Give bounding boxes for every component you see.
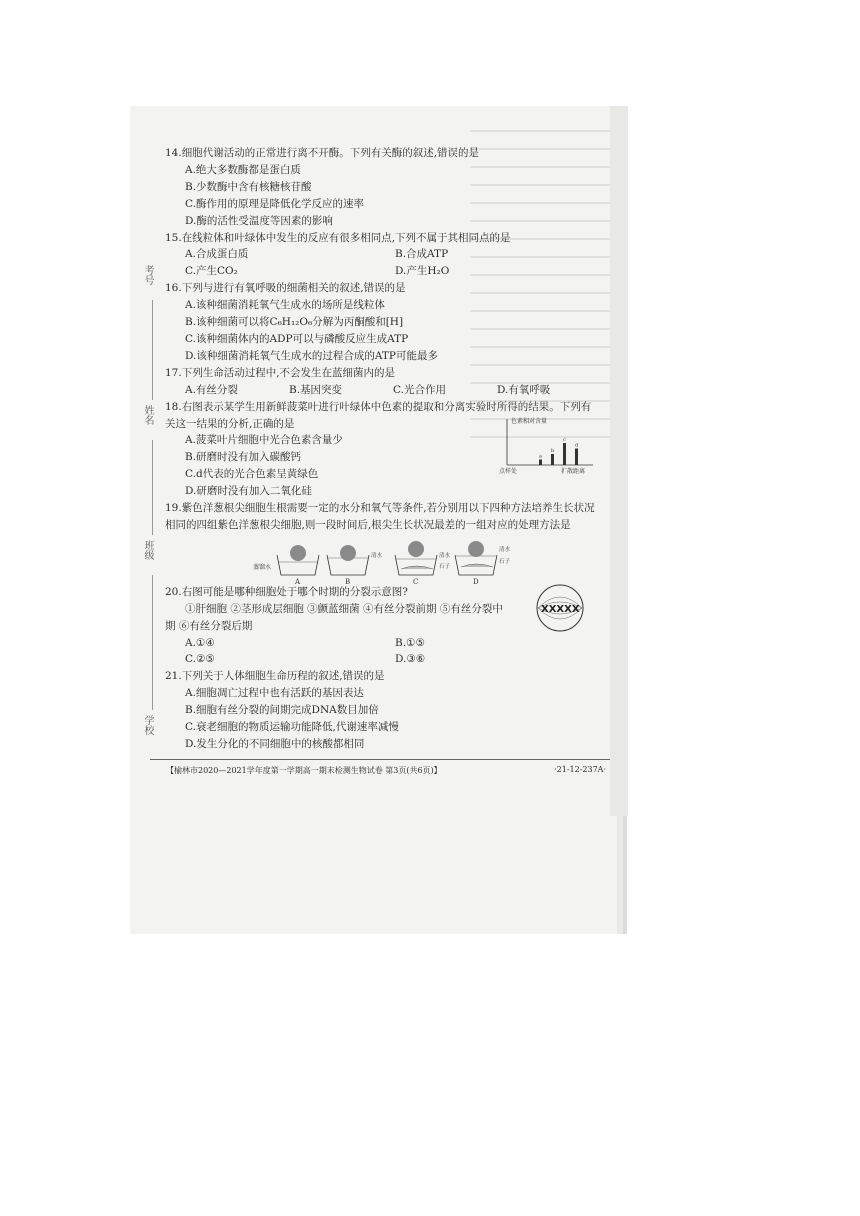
question-stem: 18.右图表示某学生用新鲜菠菜叶进行叶绿体中色素的提取和分离实验时所得的结果。下列有: [165, 400, 592, 413]
y-axis-label: 色素相对含量: [511, 418, 548, 425]
pigment-bar-c: [563, 443, 566, 465]
x-axis-label: 扩散距离: [561, 468, 586, 475]
school-label: 学校: [142, 715, 153, 735]
pigment-chart: [497, 415, 597, 477]
option: C.衰老细胞的物质运输功能降低,代谢速率减慢: [185, 721, 399, 734]
beaker-figure: [255, 535, 525, 585]
option: A.合成蛋白质: [185, 248, 249, 261]
option: B.①⑤: [395, 636, 425, 649]
option: A.有丝分裂: [185, 383, 238, 396]
option-row: [165, 635, 605, 652]
stone-label: 石子: [439, 564, 451, 570]
option-row: [165, 382, 605, 399]
beaker-label: C: [413, 578, 419, 586]
question-stem-cont: ①肝细胞 ②茎形成层细胞 ③颤蓝细菌 ④有丝分裂前期 ⑤有丝分裂中: [185, 602, 503, 615]
beaker-label: A: [295, 578, 301, 586]
option: D.酶的活性受温度等因素的影响: [185, 214, 333, 227]
question-stem: 16.下列与进行有氧呼吸的细菌相关的叙述,错误的是: [165, 282, 406, 295]
pigment-bar-a: [539, 460, 542, 466]
question-stem: 14.细胞代谢活动的正常进行离不开酶。下列有关酶的叙述,错误的是: [165, 147, 480, 159]
question-stem: 17.下列生命活动过程中,不会发生在蓝细菌内的是: [165, 366, 396, 379]
option: D.该种细菌消耗氧气生成水的过程合成的ATP可能最多: [185, 349, 438, 362]
x-left-label: 点样处: [499, 468, 518, 475]
option: A.①④: [185, 636, 215, 649]
option: B.该种细菌可以将C₆H₁₂O₆分解为丙酮酸和[H]: [185, 316, 404, 329]
class-label: 班级: [142, 540, 153, 560]
option: D.发生分化的不同细胞中的核酸都相同: [185, 738, 365, 750]
cell-division-diagram: [530, 583, 590, 633]
pigment-bar-label: c: [563, 437, 566, 443]
option-row: [165, 651, 605, 668]
footer-rule: [150, 759, 610, 760]
option: C.该种细菌体内的ADP可以与磷酸反应生成ATP: [185, 332, 409, 345]
pigment-bar-b: [551, 454, 554, 465]
question-stem: 20.右图可能是哪种细胞处于哪个时期的分裂示意图?: [165, 585, 408, 598]
stone-label: 石子: [499, 559, 511, 565]
option: A.绝大多数酶都是蛋白质: [185, 163, 301, 176]
option: A.细胞凋亡过程中也有活跃的基因表达: [185, 687, 364, 700]
option: D.③⑥: [395, 653, 426, 666]
pigment-bar-label: b: [551, 448, 555, 454]
footer-title: 【榆林市2020—2021学年度第一学期高一期末检测生物试卷 第3页(共6页)】: [166, 766, 442, 775]
option: D.有氧呼吸: [497, 383, 551, 396]
beaker-d: [455, 541, 511, 586]
question-stem: 15.在线粒体和叶绿体中发生的反应有很多相同点,下列不属于其相同点的是: [165, 231, 511, 244]
option: A.该种细菌消耗氧气生成水的场所是线粒体: [185, 299, 385, 312]
pigment-bar-d: [575, 449, 578, 466]
option: C.②⑤: [185, 653, 215, 666]
footer-code: ·21-12-237A·: [554, 765, 606, 774]
name-label: 姓名: [142, 405, 153, 425]
pigment-bar-label: a: [539, 453, 542, 460]
option: B.基因突变: [289, 383, 343, 396]
beaker-b: [327, 545, 383, 586]
question-stem: 19.紫色洋葱根尖细胞生根需要一定的水分和氧气等条件,若分别用以下四种方法培养生长状况: [165, 502, 595, 515]
option: C.产生CO₂: [185, 265, 238, 278]
option: B.细胞有丝分裂的间期完成DNA数目加倍: [185, 704, 379, 717]
option: A.菠菜叶片细胞中光合色素含量少: [185, 434, 343, 447]
bar-group: [539, 437, 579, 465]
option: B.合成ATP: [395, 248, 449, 261]
side-line: [152, 575, 153, 710]
page-footer: [166, 765, 606, 776]
option: B.少数酶中含有核糖核苷酸: [185, 180, 312, 193]
exam-no-label: 考号: [142, 265, 153, 285]
pigment-bar-label: d: [575, 442, 579, 449]
water-label: 清水: [371, 553, 383, 559]
question-stem-cont: 相同的四组紫色洋葱根尖细胞,则一段时间后,根尖生长状况最差的一组对应的处理方法是: [165, 518, 571, 531]
option: C.光合作用: [393, 383, 446, 396]
water-label: 清水: [499, 547, 511, 553]
option: C.酶作用的原理是降低化学反应的速率: [185, 197, 364, 210]
beaker-label: D: [473, 578, 479, 586]
distilled-water-label: 蒸馏水: [253, 564, 272, 571]
option: D.研磨时没有加入二氧化硅: [185, 485, 312, 498]
option: D.产生H₂O: [395, 265, 450, 278]
question-stem-cont: 关这一结果的分析,正确的是: [165, 417, 295, 430]
option: C.d代表的光合色素呈黄绿色: [185, 468, 319, 481]
page-edge: [610, 106, 628, 816]
option-row: [165, 246, 605, 263]
option-row: [165, 263, 605, 280]
svg-text:XXXXX: XXXXX: [541, 604, 580, 615]
option: B.研磨时没有加入碳酸钙: [185, 451, 302, 464]
beaker-c: [395, 541, 451, 586]
side-line: [152, 440, 153, 535]
beaker-label: B: [345, 578, 351, 586]
question-stem: 21.下列关于人体细胞生命历程的叙述,错误的是: [165, 670, 385, 683]
question-stem-cont: 期 ⑥有丝分裂后期: [165, 619, 253, 632]
water-label: 清水: [439, 553, 451, 559]
side-line: [152, 300, 153, 400]
beaker-a: [277, 545, 319, 586]
